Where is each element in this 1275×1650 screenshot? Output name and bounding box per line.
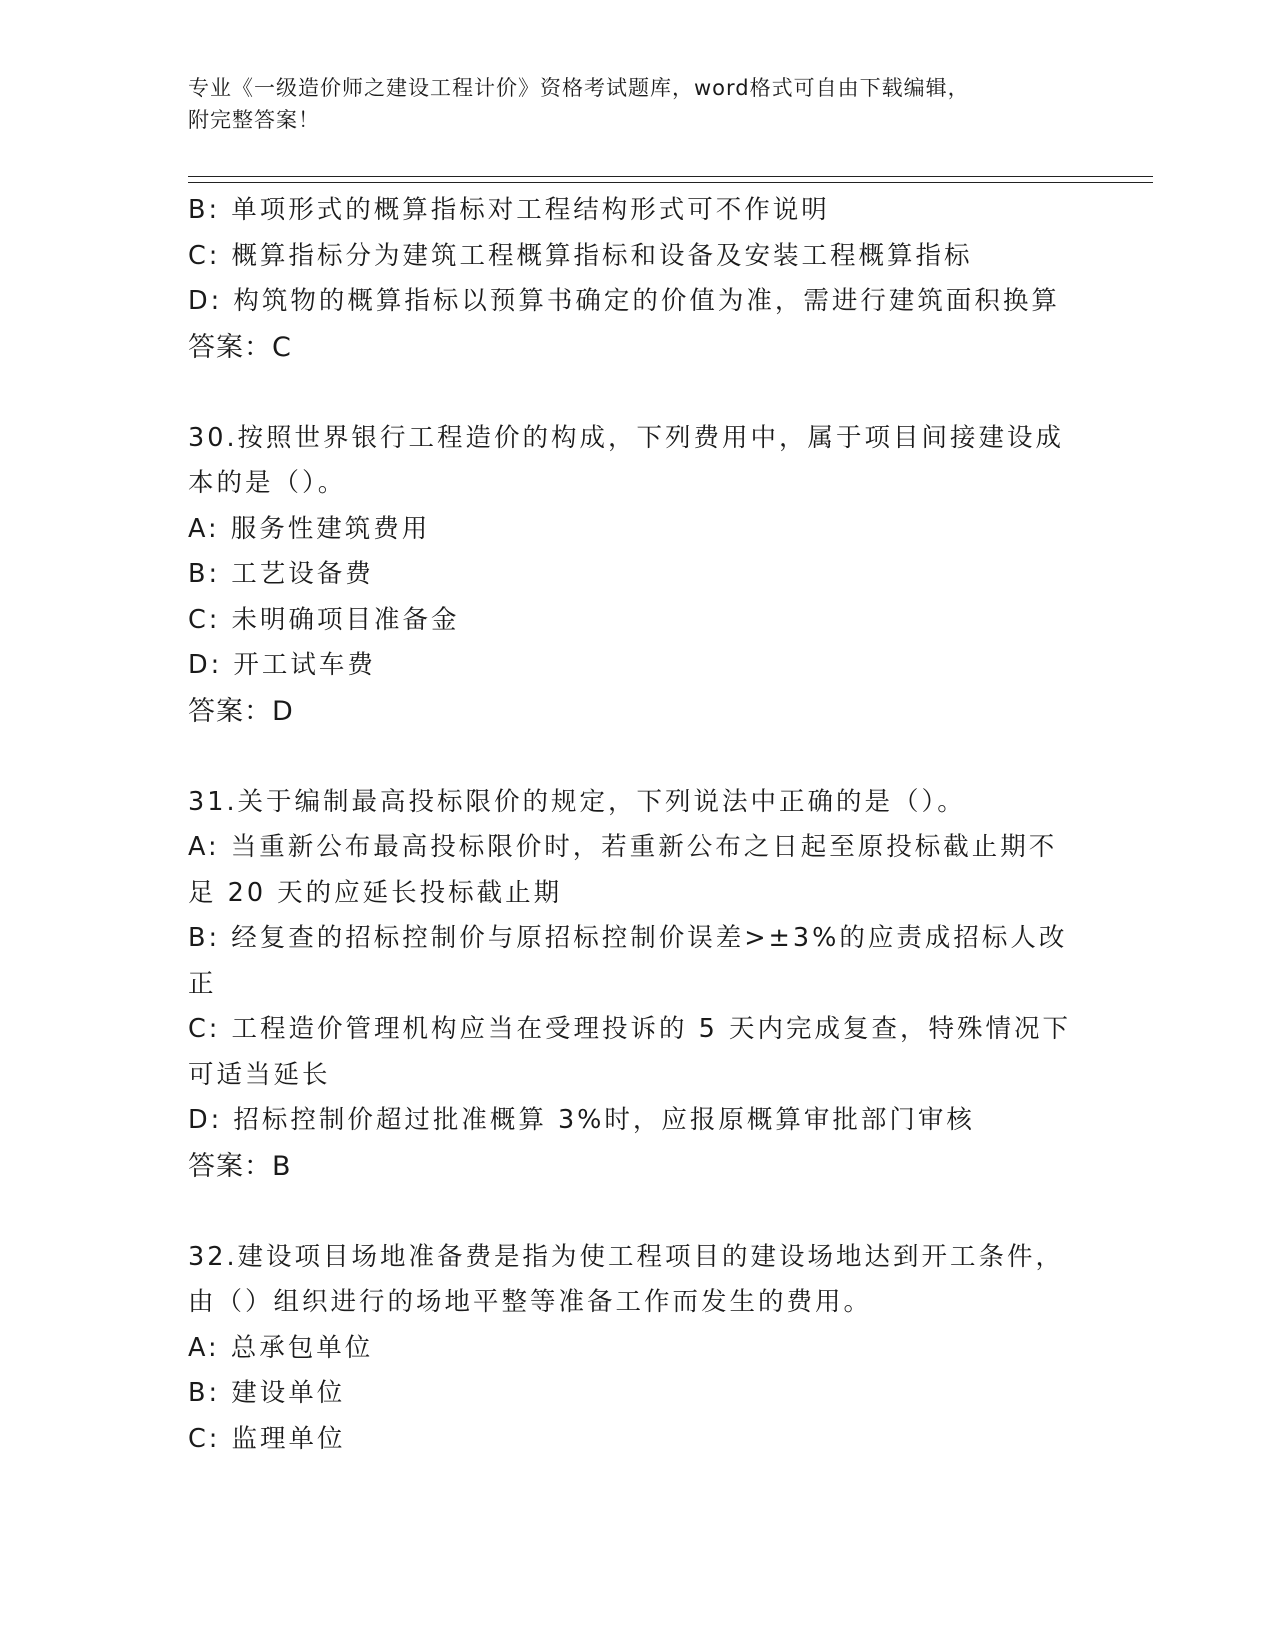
question-32 — [188, 1235, 1068, 1463]
option-d: D: 构筑物的概算指标以预算书确定的价值为准，需进行建筑面积换算 — [188, 286, 1060, 316]
question-stem: 32.建设项目场地准备费是指为使工程项目的建设场地达到开工条件， — [188, 1241, 1065, 1272]
question-stem: 30.按照世界银行工程造价的构成，下列费用中，属于项目间接建设成 — [188, 422, 1065, 453]
option-b: B: 经复查的招标控制价与原招标控制价误差>±3%的应责成招标人改 — [188, 923, 1068, 953]
option-d: D: 开工试车费 — [188, 650, 376, 680]
header-divider-top — [188, 176, 1153, 177]
question-stem: 31.关于编制最高投标限价的规定，下列说法中正确的是（）。 — [188, 786, 966, 817]
answer: 答案：D — [188, 695, 294, 727]
option-a: A: 总承包单位 — [188, 1332, 374, 1363]
answer: 答案：C — [188, 331, 292, 363]
option-c: C: 工程造价管理机构应当在受理投诉的 5 天内完成复查，特殊情况下 — [188, 1014, 1071, 1044]
question-stem-cont: 由（）组织进行的场地平整等准备工作而发生的费用。 — [188, 1287, 873, 1317]
header-line-2: 附完整答案！ — [188, 108, 320, 132]
question-list — [188, 188, 1071, 1462]
option-a: A: 当重新公布最高投标限价时，若重新公布之日起至原投标截止期不 — [188, 832, 1058, 862]
document-header — [188, 72, 1088, 136]
spacer — [188, 370, 1068, 416]
spacer — [188, 1189, 1068, 1235]
option-b: B: 建设单位 — [188, 1378, 346, 1408]
question-31 — [188, 780, 1071, 1190]
header-line-1: 专业《一级造价师之建设工程计价》资格考试题库，word格式可自由下载编辑， — [188, 76, 970, 100]
option-c-cont: 可适当延长 — [188, 1059, 331, 1090]
option-c: C: 概算指标分为建筑工程概算指标和设备及安装工程概算指标 — [188, 240, 973, 271]
option-b-cont: 正 — [188, 968, 217, 999]
header-divider-bottom — [188, 182, 1153, 183]
question-stem-cont: 本的是（）。 — [188, 468, 347, 498]
option-a-cont: 足 20 天的应延长投标截止期 — [188, 877, 563, 908]
option-c: C: 监理单位 — [188, 1423, 346, 1454]
option-a: A: 服务性建筑费用 — [188, 513, 431, 544]
answer: 答案：B — [188, 1150, 292, 1182]
spacer — [188, 734, 1068, 780]
option-b: B: 单项形式的概算指标对工程结构形式可不作说明 — [188, 195, 830, 225]
question-29-tail — [188, 188, 1068, 370]
option-b: B: 工艺设备费 — [188, 559, 374, 589]
option-d: D: 招标控制价超过批准概算 3%时，应报原概算审批部门审核 — [188, 1105, 975, 1135]
question-30 — [188, 416, 1068, 735]
option-c: C: 未明确项目准备金 — [188, 604, 460, 635]
